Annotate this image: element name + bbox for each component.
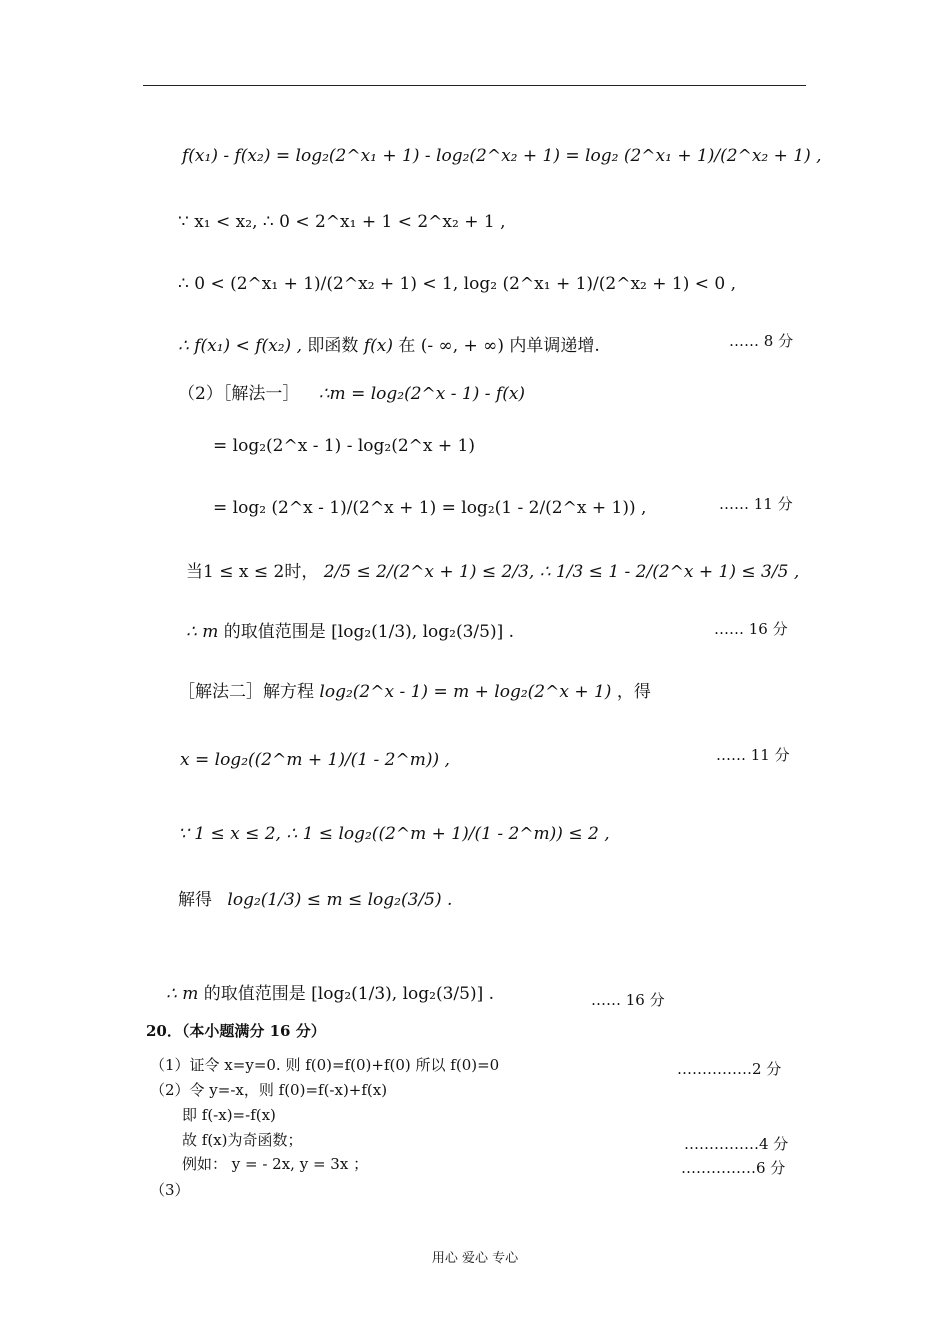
text-fragment: 解得 xyxy=(178,890,212,910)
q20-part3: （3） xyxy=(150,1181,190,1199)
text-fragment: 在 xyxy=(398,336,416,356)
method-label: （2）［解法一］ xyxy=(178,384,300,404)
math-line-13 xyxy=(178,892,452,909)
interval: (- ∞, + ∞) xyxy=(420,336,504,356)
score-6: ……………6 分 xyxy=(681,1159,786,1177)
math-line-3: ∴ 0 < (2^x₁ + 1)/(2^x₂ + 1) < 1, log₂ (2^x₁ + 1)/(2^x₂ + 1) < 0 , xyxy=(178,274,737,294)
score-16b: …… 16 分 xyxy=(591,991,665,1009)
function-name: f(x) xyxy=(363,336,393,356)
condition: 当1 ≤ x ≤ 2时， xyxy=(186,562,319,582)
method-label: ［解法二］解方程 xyxy=(178,682,314,702)
score-4: ……………4 分 xyxy=(684,1135,789,1153)
inequality: log₂(1/3) ≤ m ≤ log₂(3/5) . xyxy=(227,890,453,910)
inequality: ∴ f(x₁) < f(x₂) , xyxy=(178,336,302,356)
equation: ∴m = log₂(2^x - 1) - f(x) xyxy=(318,384,526,404)
q20-line5: 例如： y = - 2x, y = 3x ； xyxy=(182,1155,369,1173)
text-fragment: 的取值范围是 xyxy=(223,622,326,642)
equation: log₂(2^x - 1) = m + log₂(2^x + 1) xyxy=(319,682,612,702)
math-line-12: ∵ 1 ≤ x ≤ 2, ∴ 1 ≤ log₂((2^m + 1)/(1 - 2^m)) ≤ 2 , xyxy=(178,824,610,844)
text-fragment: 的取值范围是 xyxy=(203,984,306,1004)
math-line-8 xyxy=(186,564,799,581)
text-fragment: ，得 xyxy=(616,682,651,702)
header-rule xyxy=(143,85,806,86)
math-line-14 xyxy=(166,986,494,1003)
math-line-5 xyxy=(178,386,525,403)
score-8: …… 8 分 xyxy=(729,332,794,350)
variable: ∴ m xyxy=(166,984,199,1004)
question-20-title: 20．（本小题满分 16 分） xyxy=(146,1022,326,1040)
math-line-9 xyxy=(186,624,514,641)
score-11a: …… 11 分 xyxy=(719,495,793,513)
q20-line3: 即 f(-x)=-f(x) xyxy=(182,1106,276,1124)
inequality-chain: 2/5 ≤ 2/(2^x + 1) ≤ 2/3, ∴ 1/3 ≤ 1 - 2/(2^x + 1) ≤ 3/5 , xyxy=(323,562,800,582)
math-line-11: x = log₂((2^m + 1)/(1 - 2^m)) , xyxy=(180,750,450,770)
variable: ∴ m xyxy=(186,622,219,642)
page-footer: 用心 爱心 专心 xyxy=(431,1251,519,1266)
q20-part1: （1）证令 x=y=0. 则 f(0)=f(0)+f(0) 所以 f(0)=0 xyxy=(150,1056,500,1074)
score-2: ……………2 分 xyxy=(677,1060,782,1078)
range-expression: [log₂(1/3), log₂(3/5)] . xyxy=(331,622,515,642)
text-fragment: 内单调递增. xyxy=(509,336,600,356)
q20-part2: （2）令 y=-x，则 f(0)=f(-x)+f(x) xyxy=(150,1081,388,1099)
math-line-7: = log₂ (2^x - 1)/(2^x + 1) = log₂(1 - 2/(2^x + 1)) , xyxy=(213,498,647,518)
math-line-10 xyxy=(178,684,651,701)
math-line-4 xyxy=(178,338,600,355)
math-line-6: = log₂(2^x - 1) - log₂(2^x + 1) xyxy=(213,436,475,456)
q20-line4: 故 f(x)为奇函数； xyxy=(182,1131,303,1149)
score-16a: …… 16 分 xyxy=(714,620,788,638)
text-fragment: 即函数 xyxy=(307,336,359,356)
math-line-1: f(x₁) - f(x₂) = log₂(2^x₁ + 1) - log₂(2^x₂ + 1) = log₂ (2^x₁ + 1)/(2^x₂ + 1) , xyxy=(182,146,822,166)
math-line-2: ∵ x₁ < x₂, ∴ 0 < 2^x₁ + 1 < 2^x₂ + 1 , xyxy=(178,212,506,232)
score-11b: …… 11 分 xyxy=(716,746,790,764)
range-expression: [log₂(1/3), log₂(3/5)] . xyxy=(311,984,495,1004)
